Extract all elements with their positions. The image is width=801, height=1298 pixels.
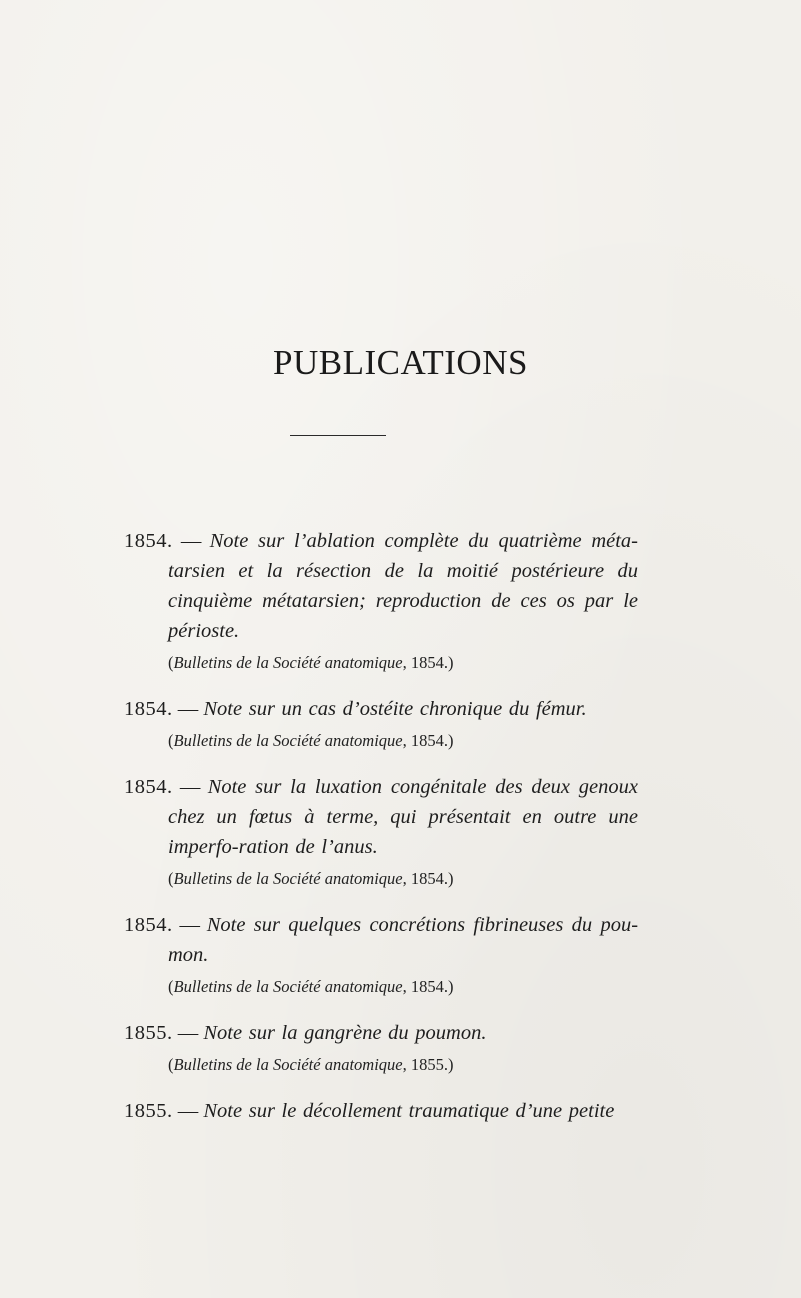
entry-dash: —	[177, 698, 199, 720]
publication-list	[124, 526, 639, 1126]
publication-entry	[124, 910, 639, 998]
entry-year: 1854.	[124, 530, 173, 552]
entry-dash: —	[177, 1022, 199, 1044]
source-journal: Bulletins de la Société anatomique	[173, 653, 403, 672]
publication-entry	[124, 694, 638, 752]
publication-entry	[124, 1018, 638, 1076]
entry-title: Note sur la gangrène du poumon.	[203, 1022, 487, 1044]
source-year: , 1854.)	[402, 653, 454, 672]
source-journal: Bulletins de la Société anatomique	[173, 977, 403, 996]
entry-text	[124, 910, 638, 970]
title-rule	[290, 435, 386, 436]
entry-dash: —	[179, 776, 201, 798]
entry-source	[168, 868, 638, 890]
entry-text	[124, 772, 638, 862]
entry-title: Note sur la luxation congénitale des deux genoux chez un fœtus à terme, qui présentait en outre une imperfo-ration de l’anus.	[168, 776, 639, 858]
entry-source	[168, 1054, 638, 1076]
publication-entry	[124, 526, 639, 674]
entry-year: 1855.	[124, 1100, 173, 1122]
entry-text	[124, 1096, 638, 1126]
entry-dash: —	[179, 914, 200, 936]
entry-title: Note sur quelques concrétions fibrineuses du pou-mon.	[168, 914, 639, 966]
entry-text	[124, 526, 638, 646]
source-year: , 1855.)	[402, 1055, 454, 1074]
entry-year: 1854.	[124, 776, 173, 798]
source-journal: Bulletins de la Société anatomique	[173, 1055, 403, 1074]
entry-year: 1855.	[124, 1022, 173, 1044]
publication-entry	[124, 1096, 638, 1126]
page-title: PUBLICATIONS	[273, 343, 528, 382]
entry-year: 1854.	[124, 914, 173, 936]
entry-year: 1854.	[124, 698, 173, 720]
source-open: (	[168, 1055, 174, 1074]
source-year: , 1854.)	[402, 977, 454, 996]
entry-text	[124, 694, 638, 724]
entry-source	[168, 976, 638, 998]
publication-entry	[124, 772, 639, 890]
entry-source	[168, 730, 638, 752]
entry-title: Note sur le décollement traumatique d’une petite	[203, 1100, 615, 1122]
source-open: (	[168, 653, 174, 672]
source-open: (	[168, 731, 174, 750]
entry-title: Note sur un cas d’ostéite chronique du fémur.	[203, 698, 587, 720]
source-year: , 1854.)	[402, 731, 454, 750]
source-year: , 1854.)	[402, 869, 454, 888]
source-open: (	[168, 869, 174, 888]
entry-text	[124, 1018, 638, 1048]
entry-dash: —	[180, 530, 202, 552]
entry-source	[168, 652, 638, 674]
source-open: (	[168, 977, 174, 996]
source-journal: Bulletins de la Société anatomique	[173, 731, 403, 750]
source-journal: Bulletins de la Société anatomique	[173, 869, 403, 888]
entry-title: Note sur l’ablation complète du quatrième méta-tarsien et la résection de la moitié postérieure du cinquième métatarsien; reproduction de ces os par le périoste.	[168, 530, 639, 642]
entry-dash: —	[177, 1100, 199, 1122]
